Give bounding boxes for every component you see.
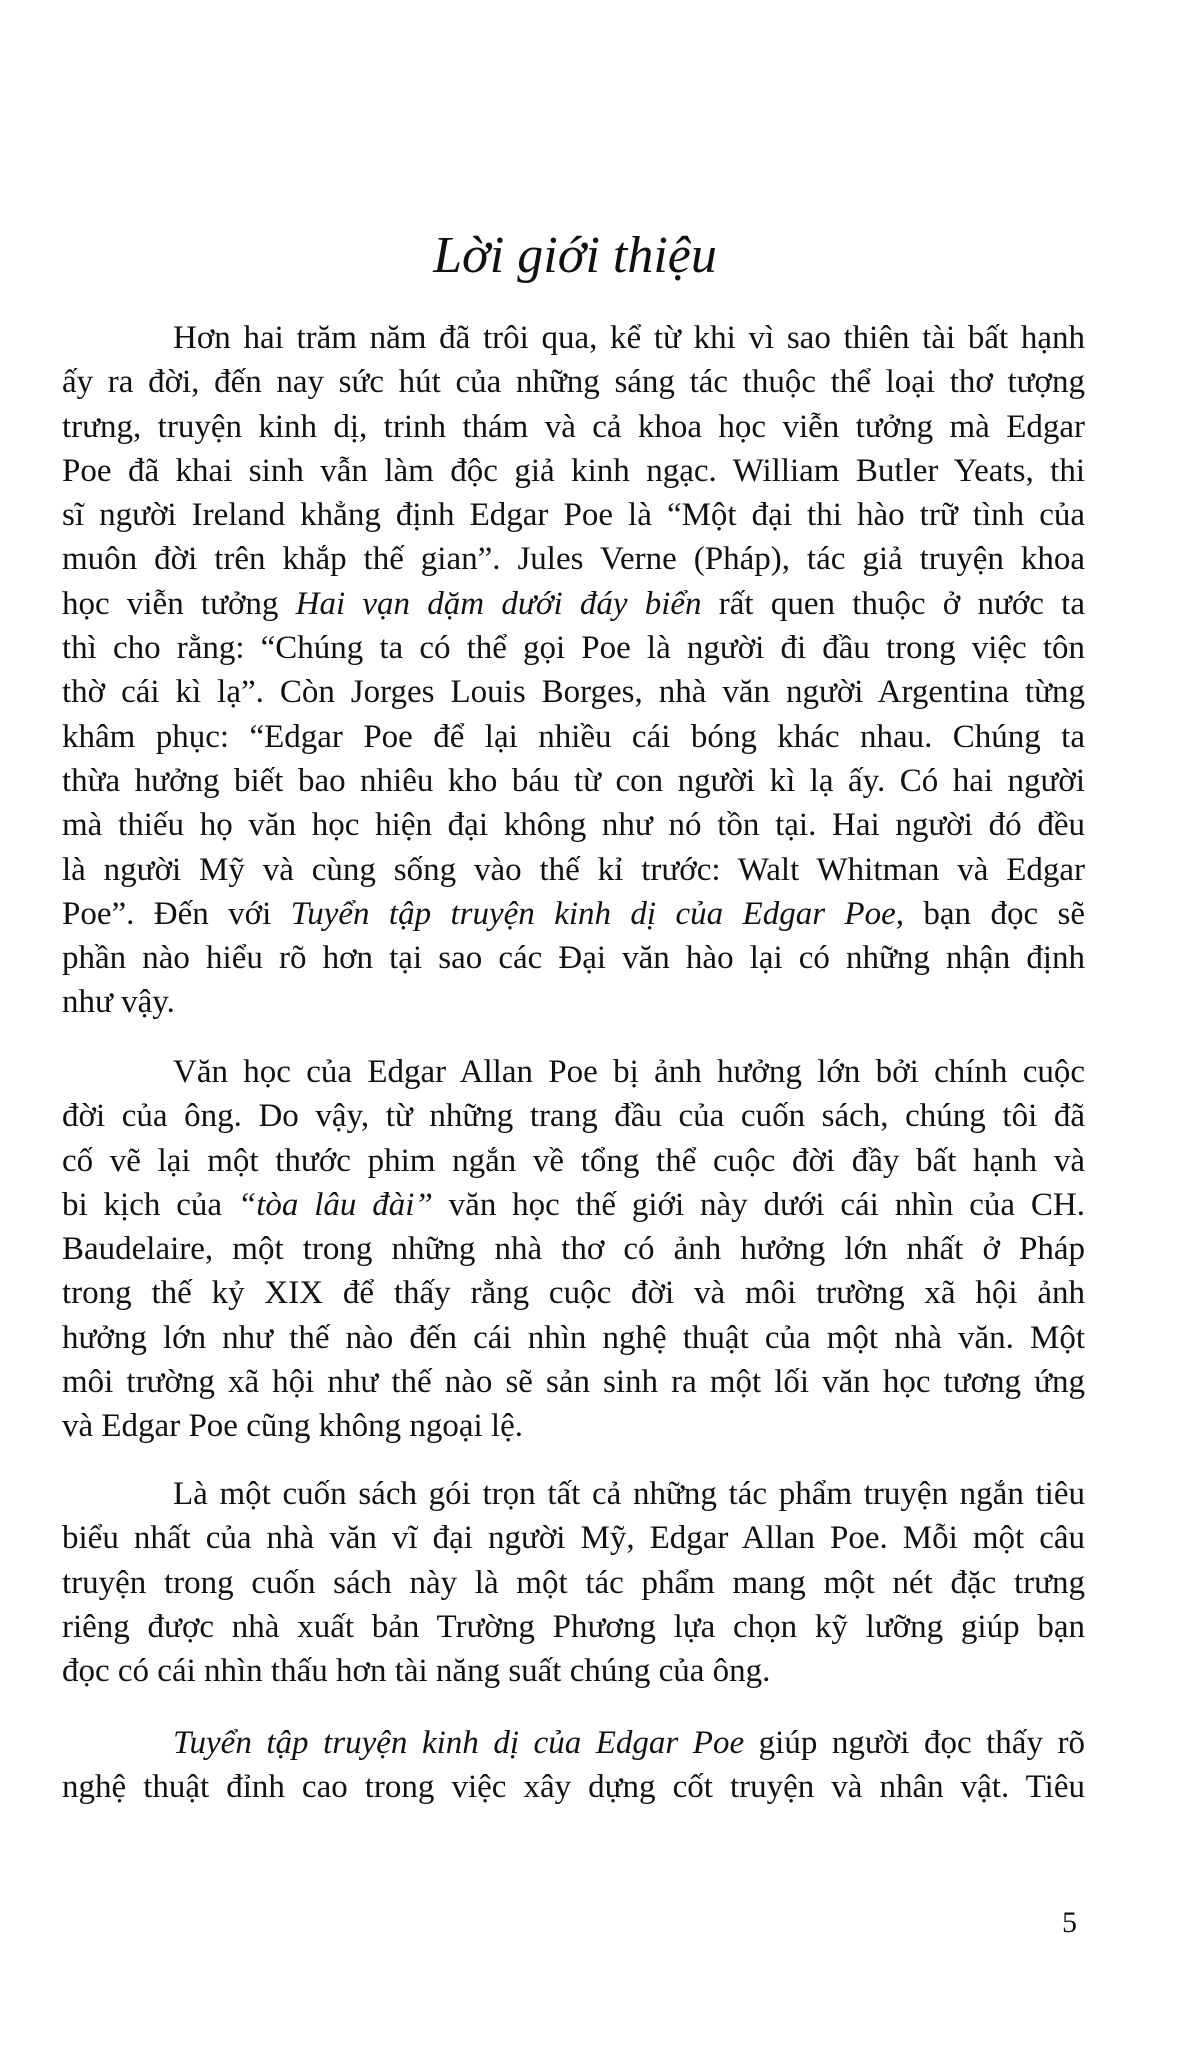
text-segment: văn học thế giới này dưới cái nhìn của CH. (432, 1186, 1085, 1223)
text-segment: đọc có cái nhìn thấu hơn tài năng suất chúng của ông. (62, 1653, 771, 1690)
paragraph-4 (62, 1721, 1085, 1810)
text-segment: truyện trong cuốn sách này là một tác phẩm mang một nét đặc trưng (62, 1564, 1085, 1601)
text-line (62, 759, 1085, 803)
text-segment: rất quen thuộc ở nước ta (701, 585, 1085, 622)
text-segment: phần nào hiểu rõ hơn tại sao các Đại văn hào lại có những nhận định (62, 940, 1085, 977)
text-segment: đời của ông. Do vậy, từ những trang đầu của cuốn sách, chúng tôi đã (62, 1098, 1085, 1135)
text-segment: riêng được nhà xuất bản Trường Phương lựa chọn kỹ lưỡng giúp bạn (62, 1608, 1085, 1645)
text-line (62, 493, 1085, 537)
text-segment: Hơn hai trăm năm đã trôi qua, kể từ khi vì sao thiên tài bất hạnh (173, 320, 1085, 356)
text-segment: là người Mỹ và cùng sống vào thế kỉ trước: Walt Whitman và Edgar (62, 851, 1085, 888)
text-line (62, 1360, 1085, 1404)
text-line (62, 1472, 1085, 1516)
text-line (62, 537, 1085, 581)
paragraph-3 (62, 1472, 1085, 1693)
text-segment: thừa hưởng biết bao nhiêu kho báu từ con người kì lạ ấy. Có hai người (62, 762, 1085, 799)
text-segment: muôn đời trên khắp thế gian”. Jules Verne (Pháp), tác giả truyện khoa (62, 541, 1085, 578)
text-segment: trong thế kỷ XIX để thấy rằng cuộc đời và môi trường xã hội ảnh (62, 1275, 1085, 1312)
text-line (62, 892, 1085, 936)
text-line (62, 936, 1085, 980)
text-segment: giúp người đọc thấy rõ (744, 1725, 1085, 1761)
text-segment: môi trường xã hội như thế nào sẽ sản sinh ra một lối văn học tương ứng (62, 1364, 1085, 1401)
text-segment: Văn học của Edgar Allan Poe bị ảnh hưởng lớn bởi chính cuộc (173, 1054, 1085, 1090)
text-line (62, 803, 1085, 847)
text-line (62, 1605, 1085, 1649)
text-segment: trưng, truyện kinh dị, trinh thám và cả khoa học viễn tưởng mà Edgar (62, 408, 1085, 445)
text-line (62, 1765, 1085, 1809)
text-line (62, 848, 1085, 892)
text-line (62, 1516, 1085, 1560)
text-segment: Là một cuốn sách gói trọn tất cả những tác phẩm truyện ngắn tiêu (173, 1476, 1085, 1512)
italic-text: Tuyển tập truyện kinh dị của Edgar Poe, (290, 895, 904, 932)
text-segment: Poe đã khai sinh vẫn làm độc giả kinh ngạc. William Butler Yeats, thi (62, 452, 1085, 489)
text-line (62, 449, 1085, 493)
text-line (62, 1404, 1085, 1448)
text-line (62, 1094, 1085, 1138)
text-segment: thì cho rằng: “Chúng ta có thể gọi Poe là người đi đầu trong việc tôn (62, 630, 1085, 667)
text-line (62, 715, 1085, 759)
text-segment: mà thiếu họ văn học hiện đại không như nó tồn tại. Hai người đó đều (62, 807, 1085, 844)
text-segment: học viễn tưởng (62, 585, 296, 622)
text-line (62, 1561, 1085, 1605)
text-line (62, 980, 1085, 1024)
text-segment: biểu nhất của nhà văn vĩ đại người Mỹ, Edgar Allan Poe. Mỗi một câu (62, 1520, 1085, 1557)
text-segment: khâm phục: “Edgar Poe để lại nhiều cái bóng khác nhau. Chúng ta (62, 718, 1085, 755)
italic-text: Hai vạn dặm dưới đáy biển (295, 585, 702, 622)
text-segment: thờ cái kì lạ”. Còn Jorges Louis Borges, nhà văn người Argentina từng (62, 674, 1085, 711)
text-segment: nghệ thuật đỉnh cao trong việc xây dựng cốt truyện và nhân vật. Tiêu (62, 1769, 1085, 1806)
text-segment: bạn đọc sẽ (904, 895, 1085, 932)
text-segment: Poe”. Đến với (62, 895, 291, 932)
italic-text: “tòa lâu đài” (237, 1186, 433, 1223)
page-title: Lời giới thiệu (433, 227, 717, 284)
page-number: 5 (1062, 1906, 1077, 1939)
text-segment: Baudelaire, một trong những nhà thơ có ảnh hưởng lớn nhất ở Pháp (62, 1231, 1085, 1268)
text-line (62, 1271, 1085, 1315)
paragraph-2 (62, 1050, 1085, 1449)
text-line (62, 1316, 1085, 1360)
text-line (62, 316, 1085, 360)
text-line (62, 582, 1085, 626)
italic-text: Tuyển tập truyện kinh dị của Edgar Poe (173, 1725, 745, 1761)
text-line (62, 405, 1085, 449)
text-segment: và Edgar Poe cũng không ngoại lệ. (62, 1408, 523, 1445)
text-segment: hưởng lớn như thế nào đến cái nhìn nghệ thuật của một nhà văn. Một (62, 1319, 1085, 1356)
text-segment: cố vẽ lại một thước phim ngắn về tổng thể cuộc đời đầy bất hạnh và (62, 1142, 1085, 1179)
paragraph-1 (62, 316, 1085, 1025)
text-line (62, 1649, 1085, 1693)
text-segment: bi kịch của (62, 1186, 238, 1223)
text-line (62, 1139, 1085, 1183)
text-line (62, 360, 1085, 404)
text-segment: như vậy. (62, 984, 175, 1021)
text-segment: sĩ người Ireland khẳng định Edgar Poe là “Một đại thi hào trữ tình của (62, 497, 1085, 534)
text-line (62, 670, 1085, 714)
text-line (62, 1721, 1085, 1765)
text-segment: ấy ra đời, đến nay sức hút của những sáng tác thuộc thể loại thơ tượng (62, 364, 1085, 401)
text-line (62, 1183, 1085, 1227)
text-line (62, 1227, 1085, 1271)
text-line (62, 626, 1085, 670)
text-line (62, 1050, 1085, 1094)
